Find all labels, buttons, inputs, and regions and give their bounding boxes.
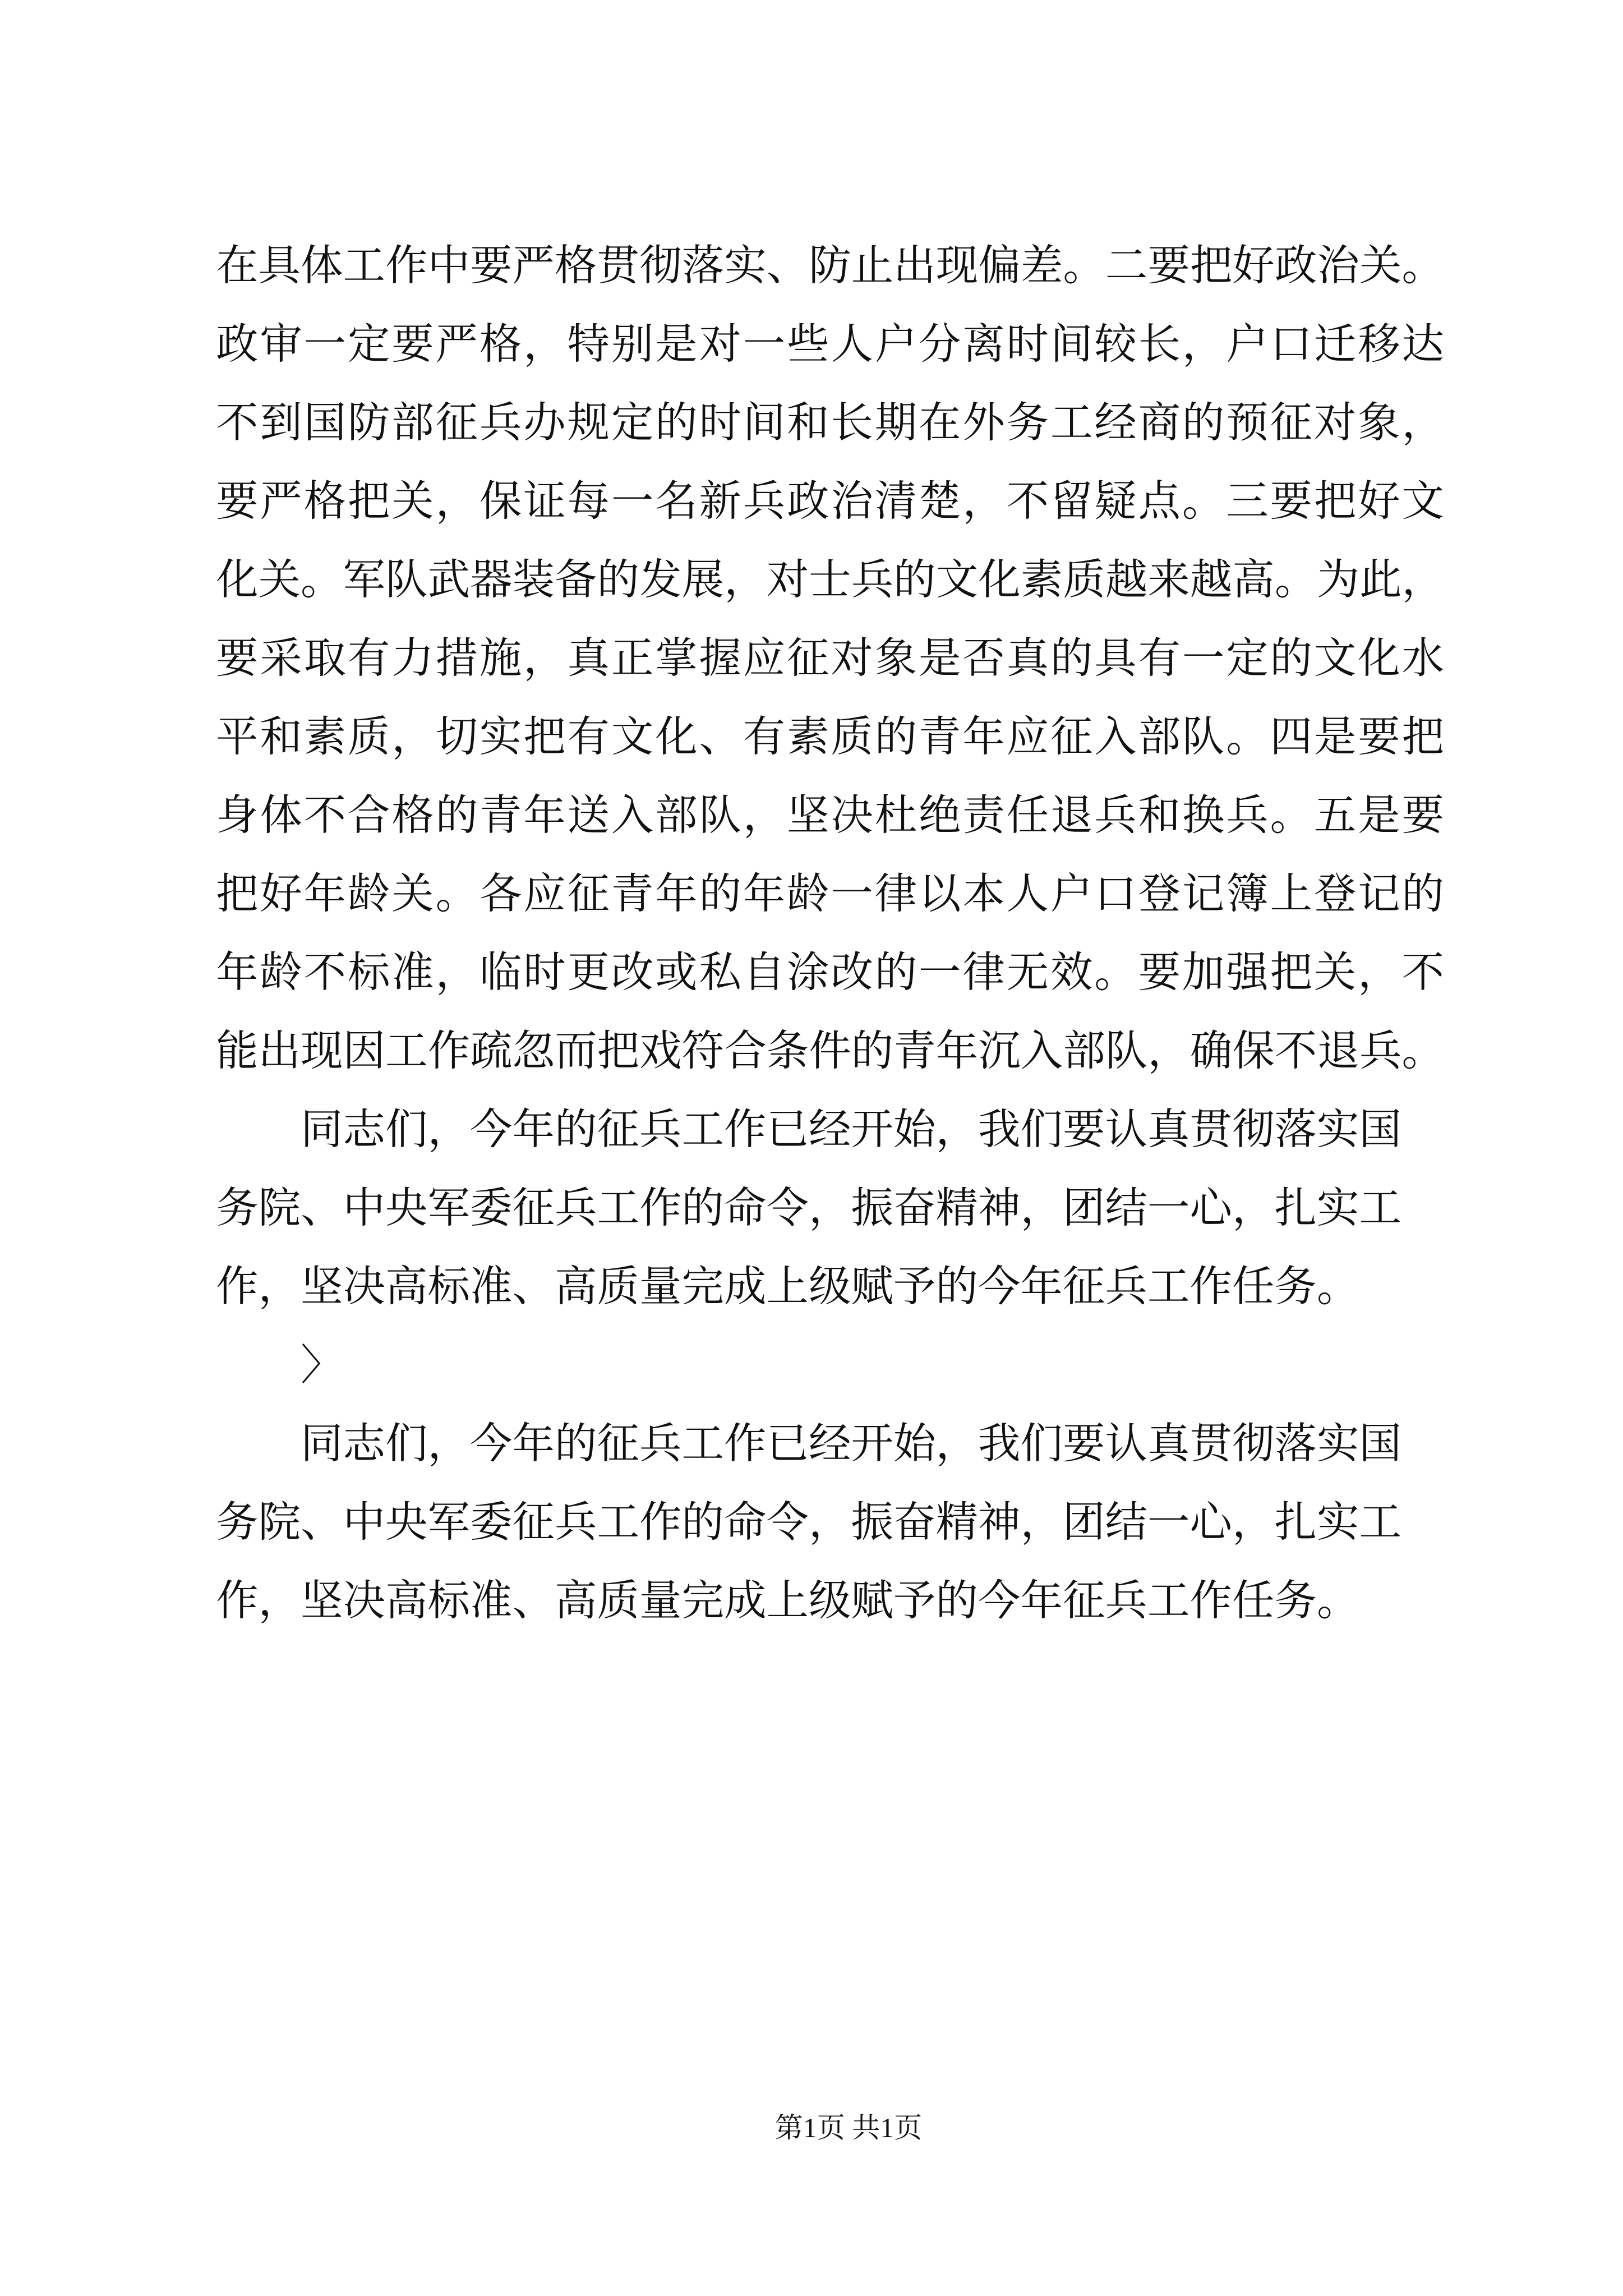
text-line: 年龄不标准，临时更改或私自涂改的一律无效。要加强把关，不: [216, 947, 1444, 997]
paragraph-1: [216, 226, 1444, 1090]
page-footer: 第1页 共1页: [774, 2112, 923, 2143]
text-line: 不到国防部征兵办规定的时间和长期在外务工经商的预征对象，: [216, 398, 1444, 447]
text-line: 要采取有力措施，真正掌握应征对象是否真的具有一定的文化水: [216, 633, 1444, 683]
text-line: 作，坚决高标准、高质量完成上级赋予的今年征兵工作任务。: [216, 1576, 1359, 1625]
paragraph-2: [216, 1090, 1444, 1326]
body-text: [216, 226, 1444, 1640]
text-line: 〉: [301, 1340, 343, 1389]
text-line: 把好年龄关。各应征青年的年龄一律以本人户口登记簿上登记的: [216, 869, 1444, 918]
text-line: 政审一定要严格，特别是对一些人户分离时间较长，户口迁移达: [216, 319, 1444, 369]
text-line: 平和素质，切实把有文化、有素质的青年应征入部队。四是要把: [216, 712, 1444, 761]
text-line: 作，坚决高标准、高质量完成上级赋予的今年征兵工作任务。: [216, 1262, 1359, 1311]
paragraph-3: [216, 1326, 1444, 1404]
text-line: 化关。军队武器装备的发展，对士兵的文化素质越来越高。为此，: [216, 555, 1444, 604]
text-line: 能出现因工作疏忽而把戏符合条件的青年沉入部队，确保不退兵。: [216, 1026, 1444, 1075]
text-line: 要严格把关，保证每一名新兵政治清楚，不留疑点。三要把好文: [216, 476, 1444, 526]
text-line: 同志们，今年的征兵工作已经开始，我们要认真贯彻落实国: [301, 1419, 1402, 1468]
text-line: 务院、中央军委征兵工作的命令，振奋精神，团结一心，扎实工: [216, 1183, 1402, 1232]
text-line: 务院、中央军委征兵工作的命令，振奋精神，团结一心，扎实工: [216, 1497, 1402, 1547]
text-line: 在具体工作中要严格贯彻落实、防止出现偏差。二要把好政治关。: [216, 241, 1444, 290]
paragraph-4: [216, 1404, 1444, 1640]
text-line: 同志们，今年的征兵工作已经开始，我们要认真贯彻落实国: [301, 1105, 1402, 1154]
text-line: 身体不合格的青年送入部队，坚决杜绝责任退兵和换兵。五是要: [216, 790, 1444, 840]
